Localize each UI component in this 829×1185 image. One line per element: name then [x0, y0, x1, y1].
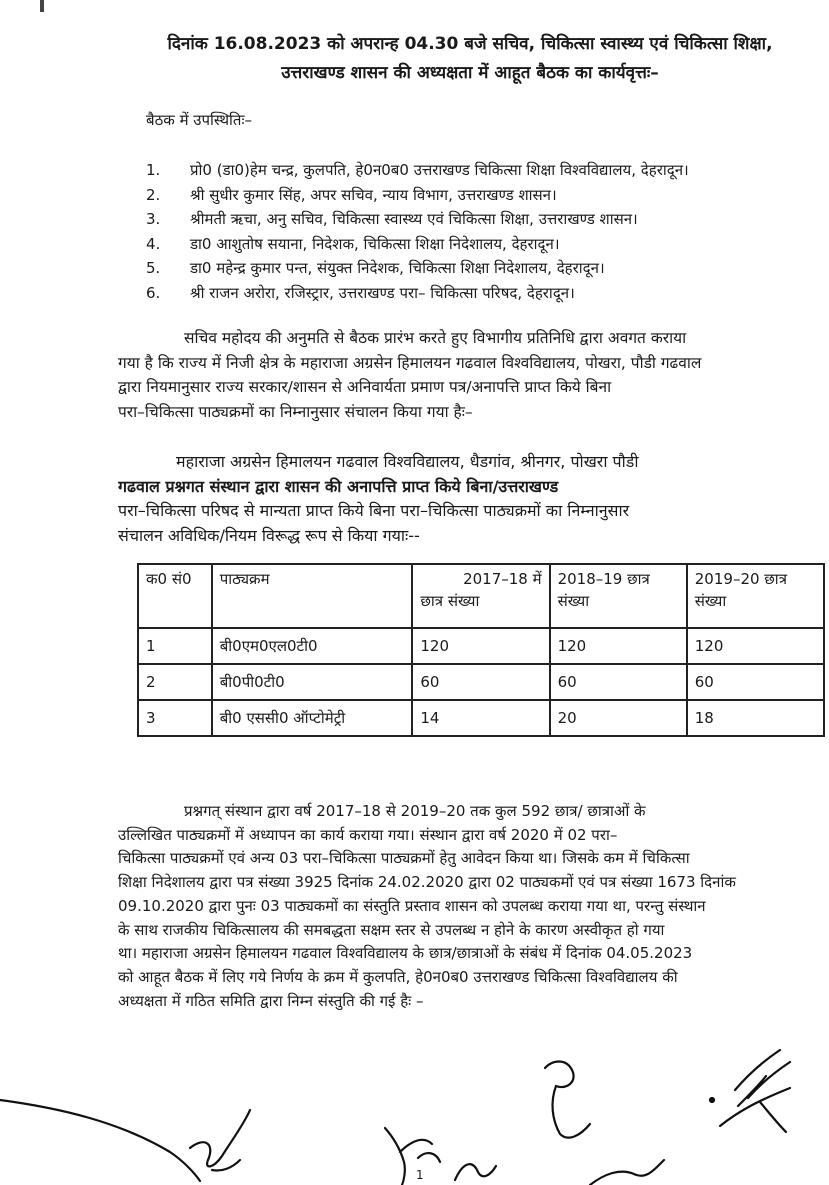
- header-line: 2019–20 छात्र: [694, 570, 787, 588]
- cell-2019-20: 60: [687, 664, 824, 700]
- cell-2019-20: 120: [687, 628, 824, 664]
- header-2018-19: [550, 564, 687, 628]
- paragraph-line: गया है कि राज्य में निजी क्षेत्र के महाराजा अग्रसेन हिमालयन गढवाल विश्वविद्यालय, पोखरा, पौडी गढवाल: [118, 353, 702, 372]
- paragraph-details: [118, 800, 818, 1013]
- paragraph-line: प्रश्नगत् संस्थान द्वारा वर्ष 2017–18 से 2019–20 तक कुल 592 छात्र/ छात्राओं के: [184, 802, 646, 820]
- attendee-number: 3.: [146, 210, 161, 228]
- page-number: 1: [416, 1168, 424, 1182]
- paragraph-line: महाराजा अग्रसेन हिमालयन गढवाल विश्वविद्यालय, धैडगांव, श्रीनगर, पोखरा पौडी: [176, 452, 639, 471]
- attendee-text: प्रो0 (डा0)हेम चन्द्र, कुलपति, हे0न0ब0 उत्तराखण्ड चिकित्सा शिक्षा विश्वविद्यालय, देहरादून।: [190, 161, 689, 179]
- signature-dot: [710, 1098, 714, 1102]
- cell-2018-19: 20: [550, 700, 687, 736]
- table-row: [138, 664, 824, 700]
- paragraph-line: परा–चिकित्सा परिषद से मान्यता प्राप्त किये बिना परा–चिकित्सा पाठ्यक्रमों का निम्नानुसार: [118, 501, 630, 520]
- cell-2017-18: 14: [412, 700, 549, 736]
- signature-6: [720, 1050, 790, 1132]
- attendee-item: [146, 232, 816, 257]
- scan-mark: [40, 0, 44, 12]
- cell-serial: 3: [138, 700, 212, 736]
- cell-course: बी0 एससी0 ऑप्टोमेट्री: [212, 700, 413, 736]
- course-table: [137, 563, 825, 737]
- paragraph-line: के साथ राजकीय चिकित्सालय की समबद्धता सक्षम स्तर से उपलब्ध न होने के कारण अस्वीकृत हो गया: [118, 920, 665, 939]
- table-row: [138, 628, 824, 664]
- attendee-number: 2.: [146, 185, 161, 204]
- signature-5: [590, 1160, 664, 1185]
- paragraph-line: सचिव महोदय की अनुमति से बैठक प्रारंभ करते हुए विभागीय प्रतिनिधि द्वारा अवगत कराया: [184, 329, 687, 347]
- attendee-item: [146, 158, 816, 183]
- header-line: 2018–19 छात्र: [557, 570, 650, 588]
- header-line: संख्या: [557, 592, 590, 610]
- header-line: 2017–18 में: [463, 570, 542, 588]
- table-row: [138, 700, 824, 736]
- paragraph-line: शिक्षा निदेशालय द्वारा पत्र संख्या 3925 दिनांक 24.02.2020 द्वारा 02 पाठ्यकमों एवं पत्र संख्या 1673 दिनांक: [118, 873, 736, 892]
- paragraph-line: संचालन अविधिक/नियम विरूद्ध रूप से किया गयाः--: [118, 525, 420, 545]
- cell-2019-20: 18: [687, 700, 824, 736]
- paragraph-line: अध्यक्षता में गठित समिति द्वारा निम्न संस्तुति की गई हैः –: [118, 991, 424, 1010]
- paragraph-line: उल्लिखित पाठ्यक्रमों में अध्यापन का कार्य कराया गया। संस्थान द्वारा वर्ष 2020 में 02 परा–: [118, 825, 618, 844]
- attendee-number: 6.: [146, 283, 161, 302]
- title-line-2: उत्तराखण्ड शासन की अध्यक्षता में आहूत बैठक का कार्यवृत्तः–: [281, 63, 659, 83]
- signature-1: [0, 1100, 250, 1181]
- attendee-text: श्री सुधीर कुमार सिंह, अपर सचिव, न्याय विभाग, उत्तराखण्ड शासन।: [190, 185, 557, 204]
- signature-3: [545, 1062, 590, 1138]
- paragraph-institution: [118, 450, 818, 548]
- document-title: [120, 30, 820, 88]
- paragraph-line: द्वारा नियमानुसार राज्य सरकार/शासन से अनिवार्यता प्रमाण पत्र/अनापत्ति प्राप्त किये बिना: [118, 378, 612, 396]
- cell-serial: 1: [138, 628, 212, 664]
- paragraph-line: था। महाराजा अग्रसेन हिमालयन गढवाल विश्वविद्यालय के छात्र/छात्राओं के संबंध में दिनांक 04.05.2023: [118, 944, 693, 963]
- attendee-list: [146, 158, 816, 305]
- attendee-item: [146, 183, 816, 208]
- cell-2018-19: 60: [550, 664, 687, 700]
- attendee-text: श्रीमती ऋचा, अनु सचिव, चिकित्सा स्वास्थ्य एवं चिकित्सा शिक्षा, उत्तराखण्ड शासन।: [190, 210, 638, 228]
- attendee-text: डा0 आशुतोष सयाना, निदेशक, चिकित्सा शिक्षा निदेशालय, देहरादून।: [190, 234, 560, 253]
- header-2019-20: [687, 564, 824, 628]
- header-2017-18: [412, 564, 549, 628]
- cell-course: बी0पी0टी0: [212, 664, 413, 700]
- cell-2018-19: 120: [550, 628, 687, 664]
- paragraph-line: परा–चिकित्सा पाठ्यक्रमों का निम्नानुसार संचालन किया गया हैः–: [118, 402, 473, 421]
- attendee-number: 4.: [146, 234, 161, 253]
- signatures-area: [0, 1040, 829, 1185]
- attendee-item: [146, 256, 816, 281]
- attendee-number: 1.: [146, 161, 161, 179]
- table-header-row: [138, 564, 824, 628]
- header-line: छात्र संख्या: [420, 592, 480, 610]
- paragraph-line: को आहूत बैठक में लिए गये निर्णय के क्रम में कुलपति, हे0न0ब0 उत्तराखण्ड चिकित्सा विश्वविद्यालय की: [118, 967, 678, 986]
- header-course: पाठ्यक्रम: [212, 564, 413, 628]
- paragraph-line: चिकित्सा पाठ्यक्रमों एवं अन्य 03 परा–चिकित्सा पाठ्यक्रमों हेतु आवेदन किया था। जिसके कम में चिकित्सा: [118, 849, 690, 868]
- signature-2: [385, 1128, 440, 1185]
- header-serial: क0 सं0: [138, 564, 212, 628]
- attendee-item: [146, 281, 816, 306]
- header-line: संख्या: [694, 592, 727, 610]
- paragraph-line: 09.10.2020 द्वारा पुनः 03 पाठ्यकमों का संस्तुति प्रस्ताव शासन को उपलब्ध कराया गया था, परन्तु संस्थान: [118, 896, 706, 915]
- paragraph-intro: [118, 326, 818, 424]
- attendee-number: 5.: [146, 259, 161, 277]
- attendee-text: डा0 महेन्द्र कुमार पन्त, संयुक्त निदेशक, चिकित्सा शिक्षा निदेशालय, देहरादून।: [190, 259, 605, 277]
- attendee-text: श्री राजन अरोरा, रजिस्ट्रार, उत्तराखण्ड परा– चिकित्सा परिषद, देहरादून।: [190, 283, 575, 302]
- cell-2017-18: 60: [412, 664, 549, 700]
- attendee-item: [146, 207, 816, 232]
- cell-serial: 2: [138, 664, 212, 700]
- attendance-heading: बैठक में उपस्थितिः–: [146, 111, 253, 129]
- cell-course: बी0एम0एल0टी0: [212, 628, 413, 664]
- cell-2017-18: 120: [412, 628, 549, 664]
- title-line-1: दिनांक 16.08.2023 को अपरान्ह 04.30 बजे सचिव, चिकित्सा स्वास्थ्य एवं चिकित्सा शिक्षा,: [167, 34, 773, 54]
- paragraph-line: गढवाल प्रश्नगत संस्थान द्वारा शासन की अनापत्ति प्राप्त किये बिना/उत्तराखण्ड: [118, 476, 559, 496]
- signature-4: [455, 1164, 496, 1180]
